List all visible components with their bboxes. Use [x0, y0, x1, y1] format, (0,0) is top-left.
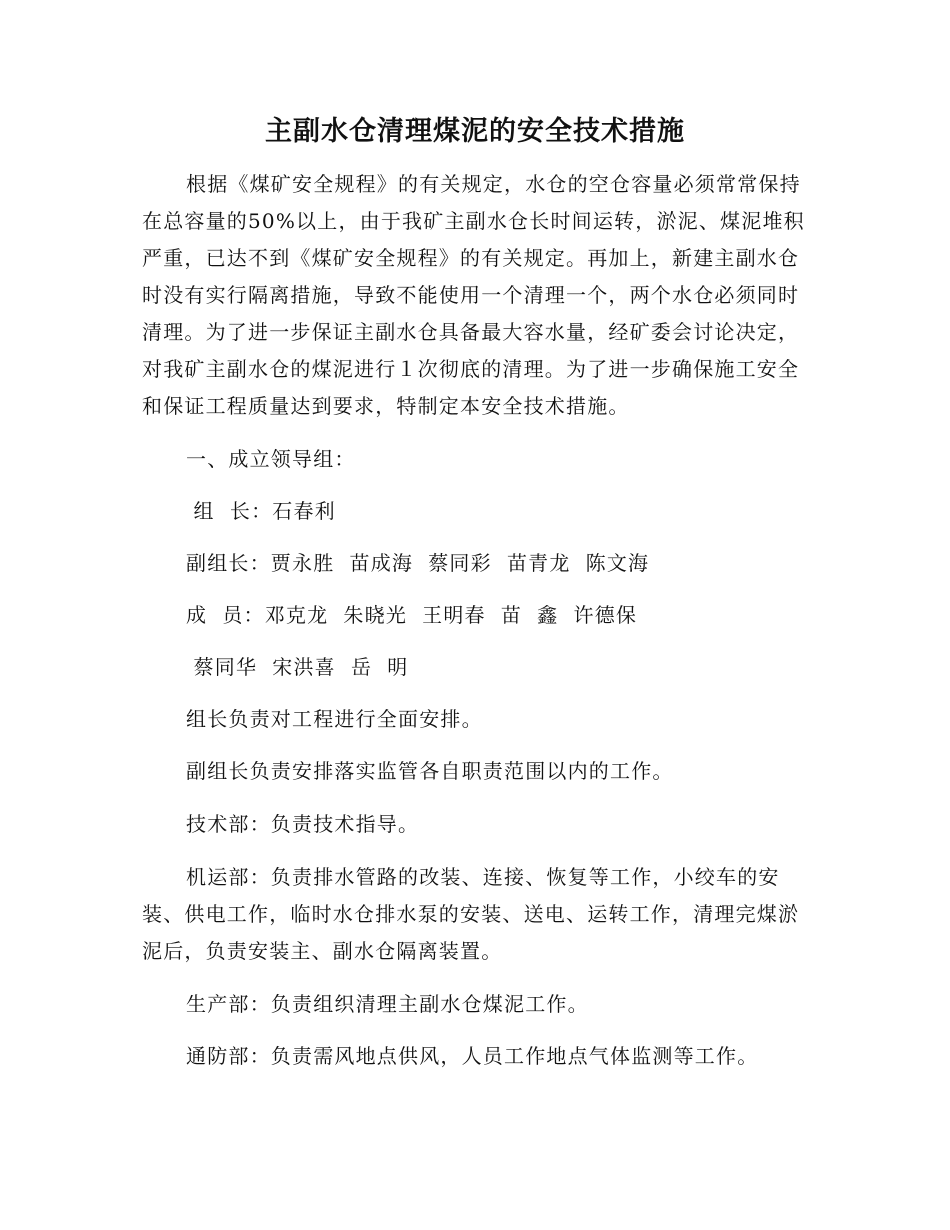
members-line: 成 员：邓克龙 朱晓光 王明春 苗 鑫 许德保 — [186, 603, 638, 627]
mech-dept-duty-paragraph: 机运部：负责排水管路的改装、连接、恢复等工作，小绞车的安装、供电工作，临时水仓排水泵的安装、送电、运转工作，清理完煤淤泥后，负责安装主、副水仓隔离装置。 — [142, 865, 800, 963]
ventilation-dept-duty-line: 通防部：负责需风地点供风，人员工作地点气体监测等工作。 — [186, 1044, 759, 1068]
deputy-duty-line: 副组长负责安排落实监管各自职责范围以内的工作。 — [186, 759, 674, 783]
intro-paragraph: 根据《煤矿安全规程》的有关规定，水仓的空仓容量必须常常保持在总容量的50%以上，由于我矿主副水仓长时间运转，淤泥、煤泥堆积严重，已达不到《煤矿安全规程》的有关规定。再加上，新建主副水仓时没有实行隔离措施，导致不能使用一个清理一个，两个水仓必须同时清理。为了进一步保证主副水仓具备最大容水量，经矿委会讨论决定，对我矿主副水仓的煤泥进行１次彻底的清理。为了进一步确保施工安全和保证工程质量达到要求，特制定本安全技术措施。 — [142, 172, 805, 418]
document-title: 主副水仓清理煤泥的安全技术措施 — [265, 116, 685, 147]
tech-dept-duty-line: 技术部：负责技术指导。 — [186, 812, 420, 836]
members-continued-line: 蔡同华 宋洪喜 岳 明 — [186, 655, 409, 679]
section-heading-leadership-group: 一、成立领导组： — [186, 447, 356, 471]
leader-duty-line: 组长负责对工程进行全面安排。 — [186, 707, 483, 731]
deputy-leaders-line: 副组长：贾永胜 苗成海 蔡同彩 苗青龙 陈文海 — [186, 551, 650, 575]
production-dept-duty-line: 生产部：负责组织清理主副水仓煤泥工作。 — [186, 992, 589, 1016]
leader-line: 组 长：石春利 — [186, 499, 336, 523]
